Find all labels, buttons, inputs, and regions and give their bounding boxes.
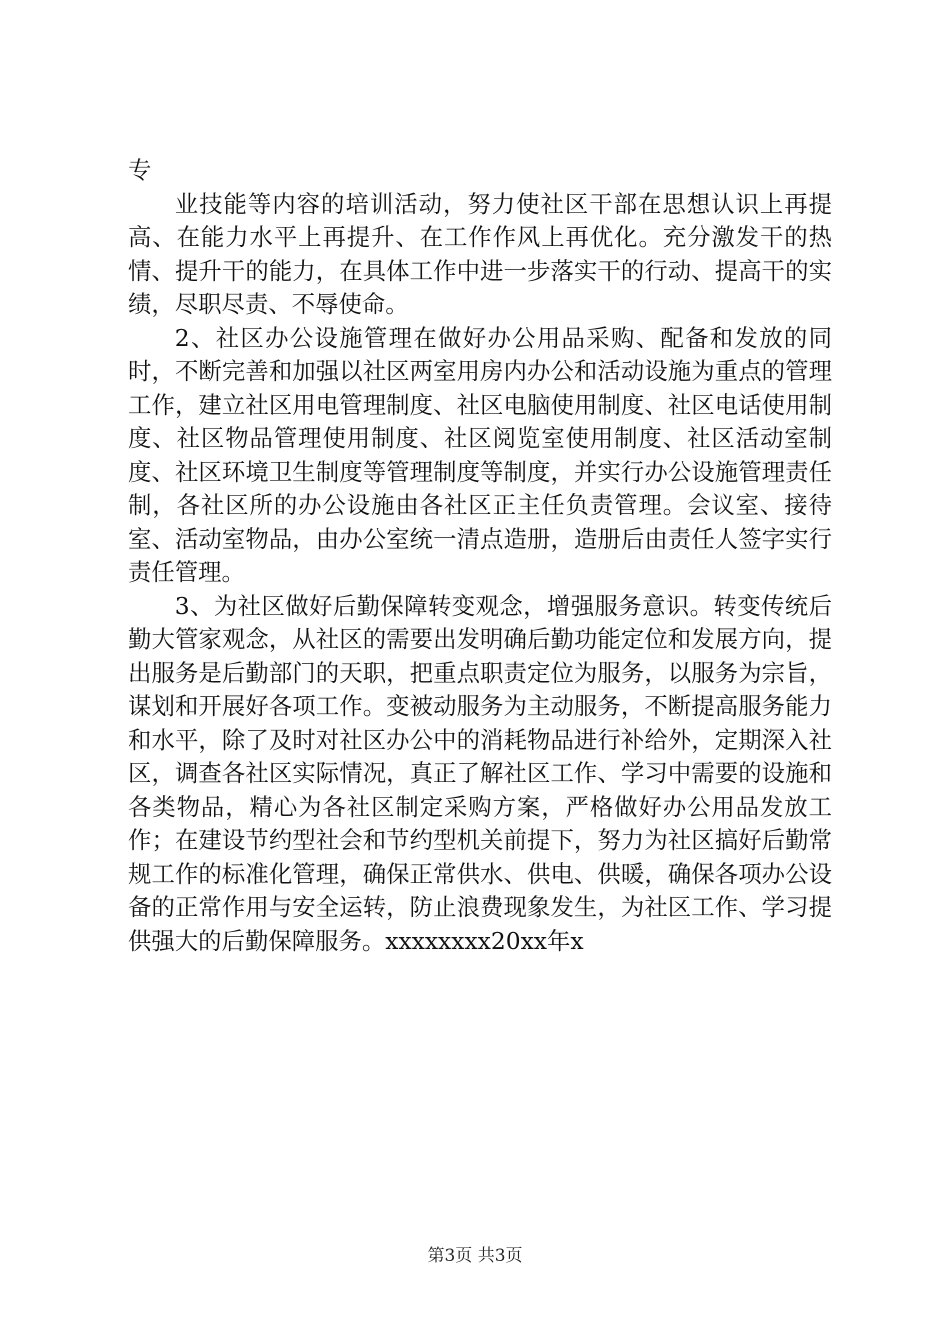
paragraph-office-facilities: 2、社区办公设施管理在做好办公用品采购、配备和发放的同时，不断完善和加强以社区两室用房内办公和活动设施为重点的管理工作，建立社区用电管理制度、社区电脑使用制度、社区电话使用制度、社区物品管理使用制度、社区阅览室使用制度、社区活动室制度、社区环境卫生制度等管理制度等制度，并实行办公设施管理责任制，各社区所的办公设施由各社区正主任负责管理。会议室、接待室、活动室物品，由办公室统一清点造册，造册后由责任人签字实行责任管理。	[128, 323, 832, 586]
paragraph-logistics: 3、为社区做好后勤保障转变观念，增强服务意识。转变传统后勤大管家观念，从社区的需要出发明确后勤功能定位和发展方向，提出服务是后勤部门的天职，把重点职责定位为服务，以服务为宗旨，谋划和开展好各项工作。变被动服务为主动服务，不断提高服务能力和水平，除了及时对社区办公中的消耗物品进行补给外，定期深入社区，调查各社区实际情况，真正了解社区工作、学习中需要的设施和各类物品，精心为各社区制定采购方案，严格做好办公用品发放工作；在建设节约型社会和节约型机关前提下，努力为社区搞好后勤常规工作的标准化管理，确保正常供水、供电、供暖，确保各项办公设备的正常作用与安全运转，防止浪费现象发生，为社区工作、学习提供强大的后勤保障服务。xxxxxxxx20xx年x	[128, 591, 832, 955]
page-number-footer: 第3页 共3页	[427, 1246, 523, 1266]
text-fragment: 专	[128, 156, 152, 184]
document-body	[128, 154, 832, 958]
paragraph-training: 业技能等内容的培训活动，努力使社区干部在思想认识上再提高、在能力水平上再提升、在工作作风上再优化。充分激发干的热情、提升干的能力，在具体工作中进一步落实干的行动、提高干的实绩，尽职尽责、不辱使命。	[128, 189, 832, 318]
